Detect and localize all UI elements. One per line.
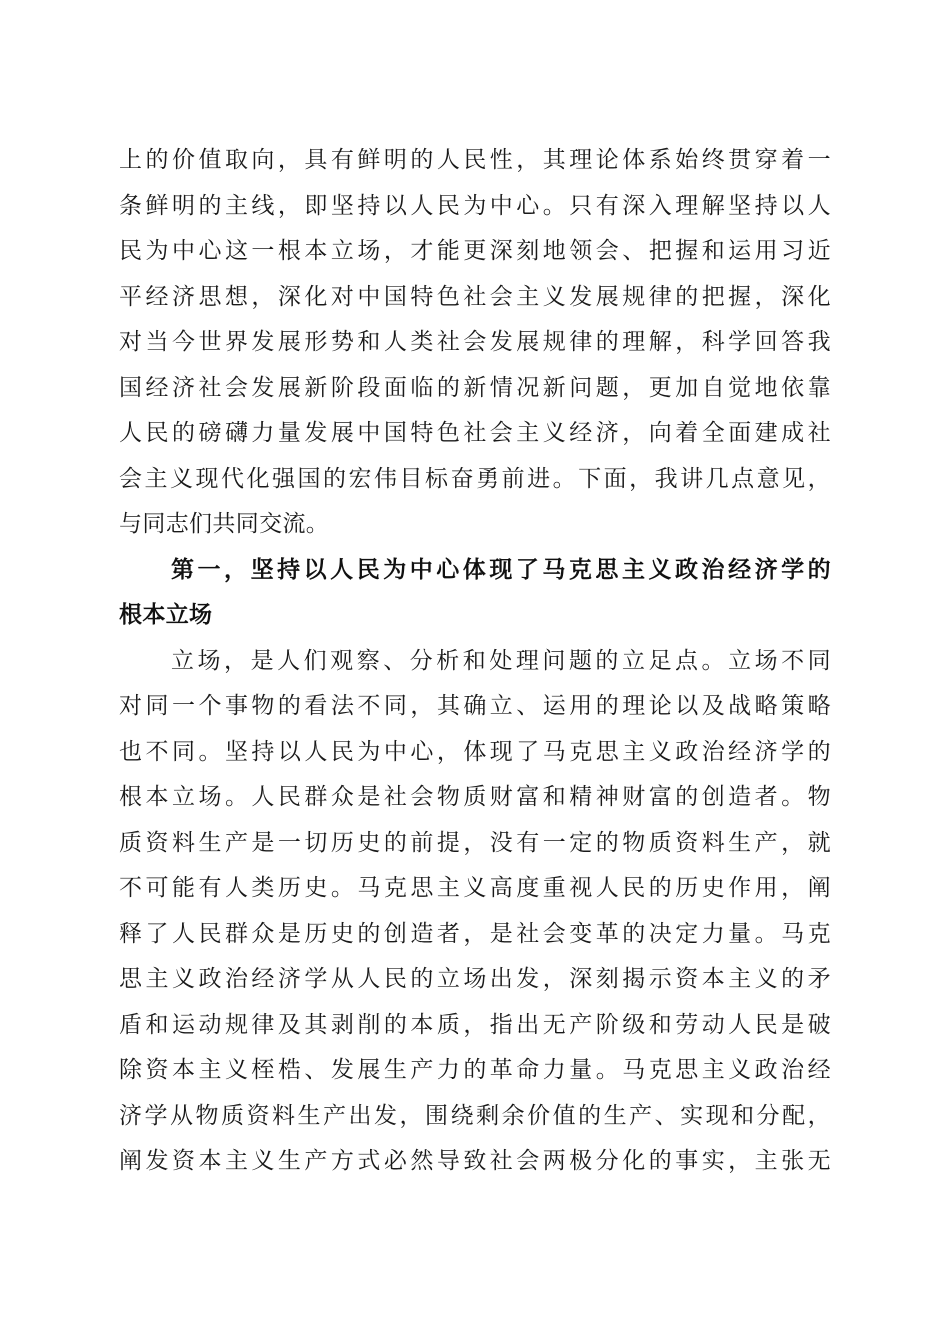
- text-line: 国经济社会发展新阶段面临的新情况新问题，更加自觉地依靠: [119, 374, 831, 401]
- text-line: 民为中心这一根本立场，才能更深刻地领会、把握和运用习近: [119, 238, 831, 264]
- text-line: 条鲜明的主线，即坚持以人民为中心。只有深入理解坚持以人: [119, 192, 831, 219]
- text-line: 盾和运动规律及其剥削的本质，指出无产阶级和劳动人民是破: [119, 1011, 831, 1038]
- text-line: 平经济思想，深化对中国特色社会主义发展规律的把握，深化: [119, 283, 831, 310]
- body-paragraph: [119, 639, 831, 1185]
- section-heading: [119, 548, 831, 639]
- text-line: 济学从物质资料生产出发，围绕剩余价值的生产、实现和分配，: [119, 1102, 831, 1129]
- text-line: 根本立场。人民群众是社会物质财富和精神财富的创造者。物: [119, 784, 831, 810]
- text-line: 质资料生产是一切历史的前提，没有一定的物质资料生产，就: [119, 829, 831, 856]
- text-line: 会主义现代化强国的宏伟目标奋勇前进。下面，我讲几点意见，: [119, 465, 831, 492]
- text-line: 立场，是人们观察、分析和处理问题的立足点。立场不同: [171, 647, 831, 674]
- text-line: 思主义政治经济学从人民的立场出发，深刻揭示资本主义的矛: [119, 966, 831, 992]
- intro-paragraph: [119, 138, 831, 548]
- text-line: 也不同。坚持以人民为中心，体现了马克思主义政治经济学的: [119, 738, 831, 765]
- text-line: 上的价值取向，具有鲜明的人民性，其理论体系始终贯穿着一: [119, 147, 831, 173]
- text-line: 阐发资本主义生产方式必然导致社会两极分化的事实，主张无: [119, 1148, 831, 1174]
- text-line: 不可能有人类历史。马克思主义高度重视人民的历史作用，阐: [119, 875, 831, 901]
- text-line: 对当今世界发展形势和人类社会发展规律的理解，科学回答我: [119, 329, 831, 355]
- text-line: 除资本主义桎梏、发展生产力的革命力量。马克思主义政治经: [119, 1057, 831, 1083]
- text-line: 释了人民群众是历史的创造者，是社会变革的决定力量。马克: [119, 920, 831, 947]
- text-line: 对同一个事物的看法不同，其确立、运用的理论以及战略策略: [119, 693, 831, 719]
- text-line: 与同志们共同交流。: [119, 511, 330, 537]
- document-body: [119, 138, 831, 1185]
- heading-line: 第一，坚持以人民为中心体现了马克思主义政治经济学的: [171, 556, 831, 583]
- heading-line: 根本立场: [119, 602, 213, 628]
- text-line: 人民的磅礴力量发展中国特色社会主义经济，向着全面建成社: [119, 420, 831, 446]
